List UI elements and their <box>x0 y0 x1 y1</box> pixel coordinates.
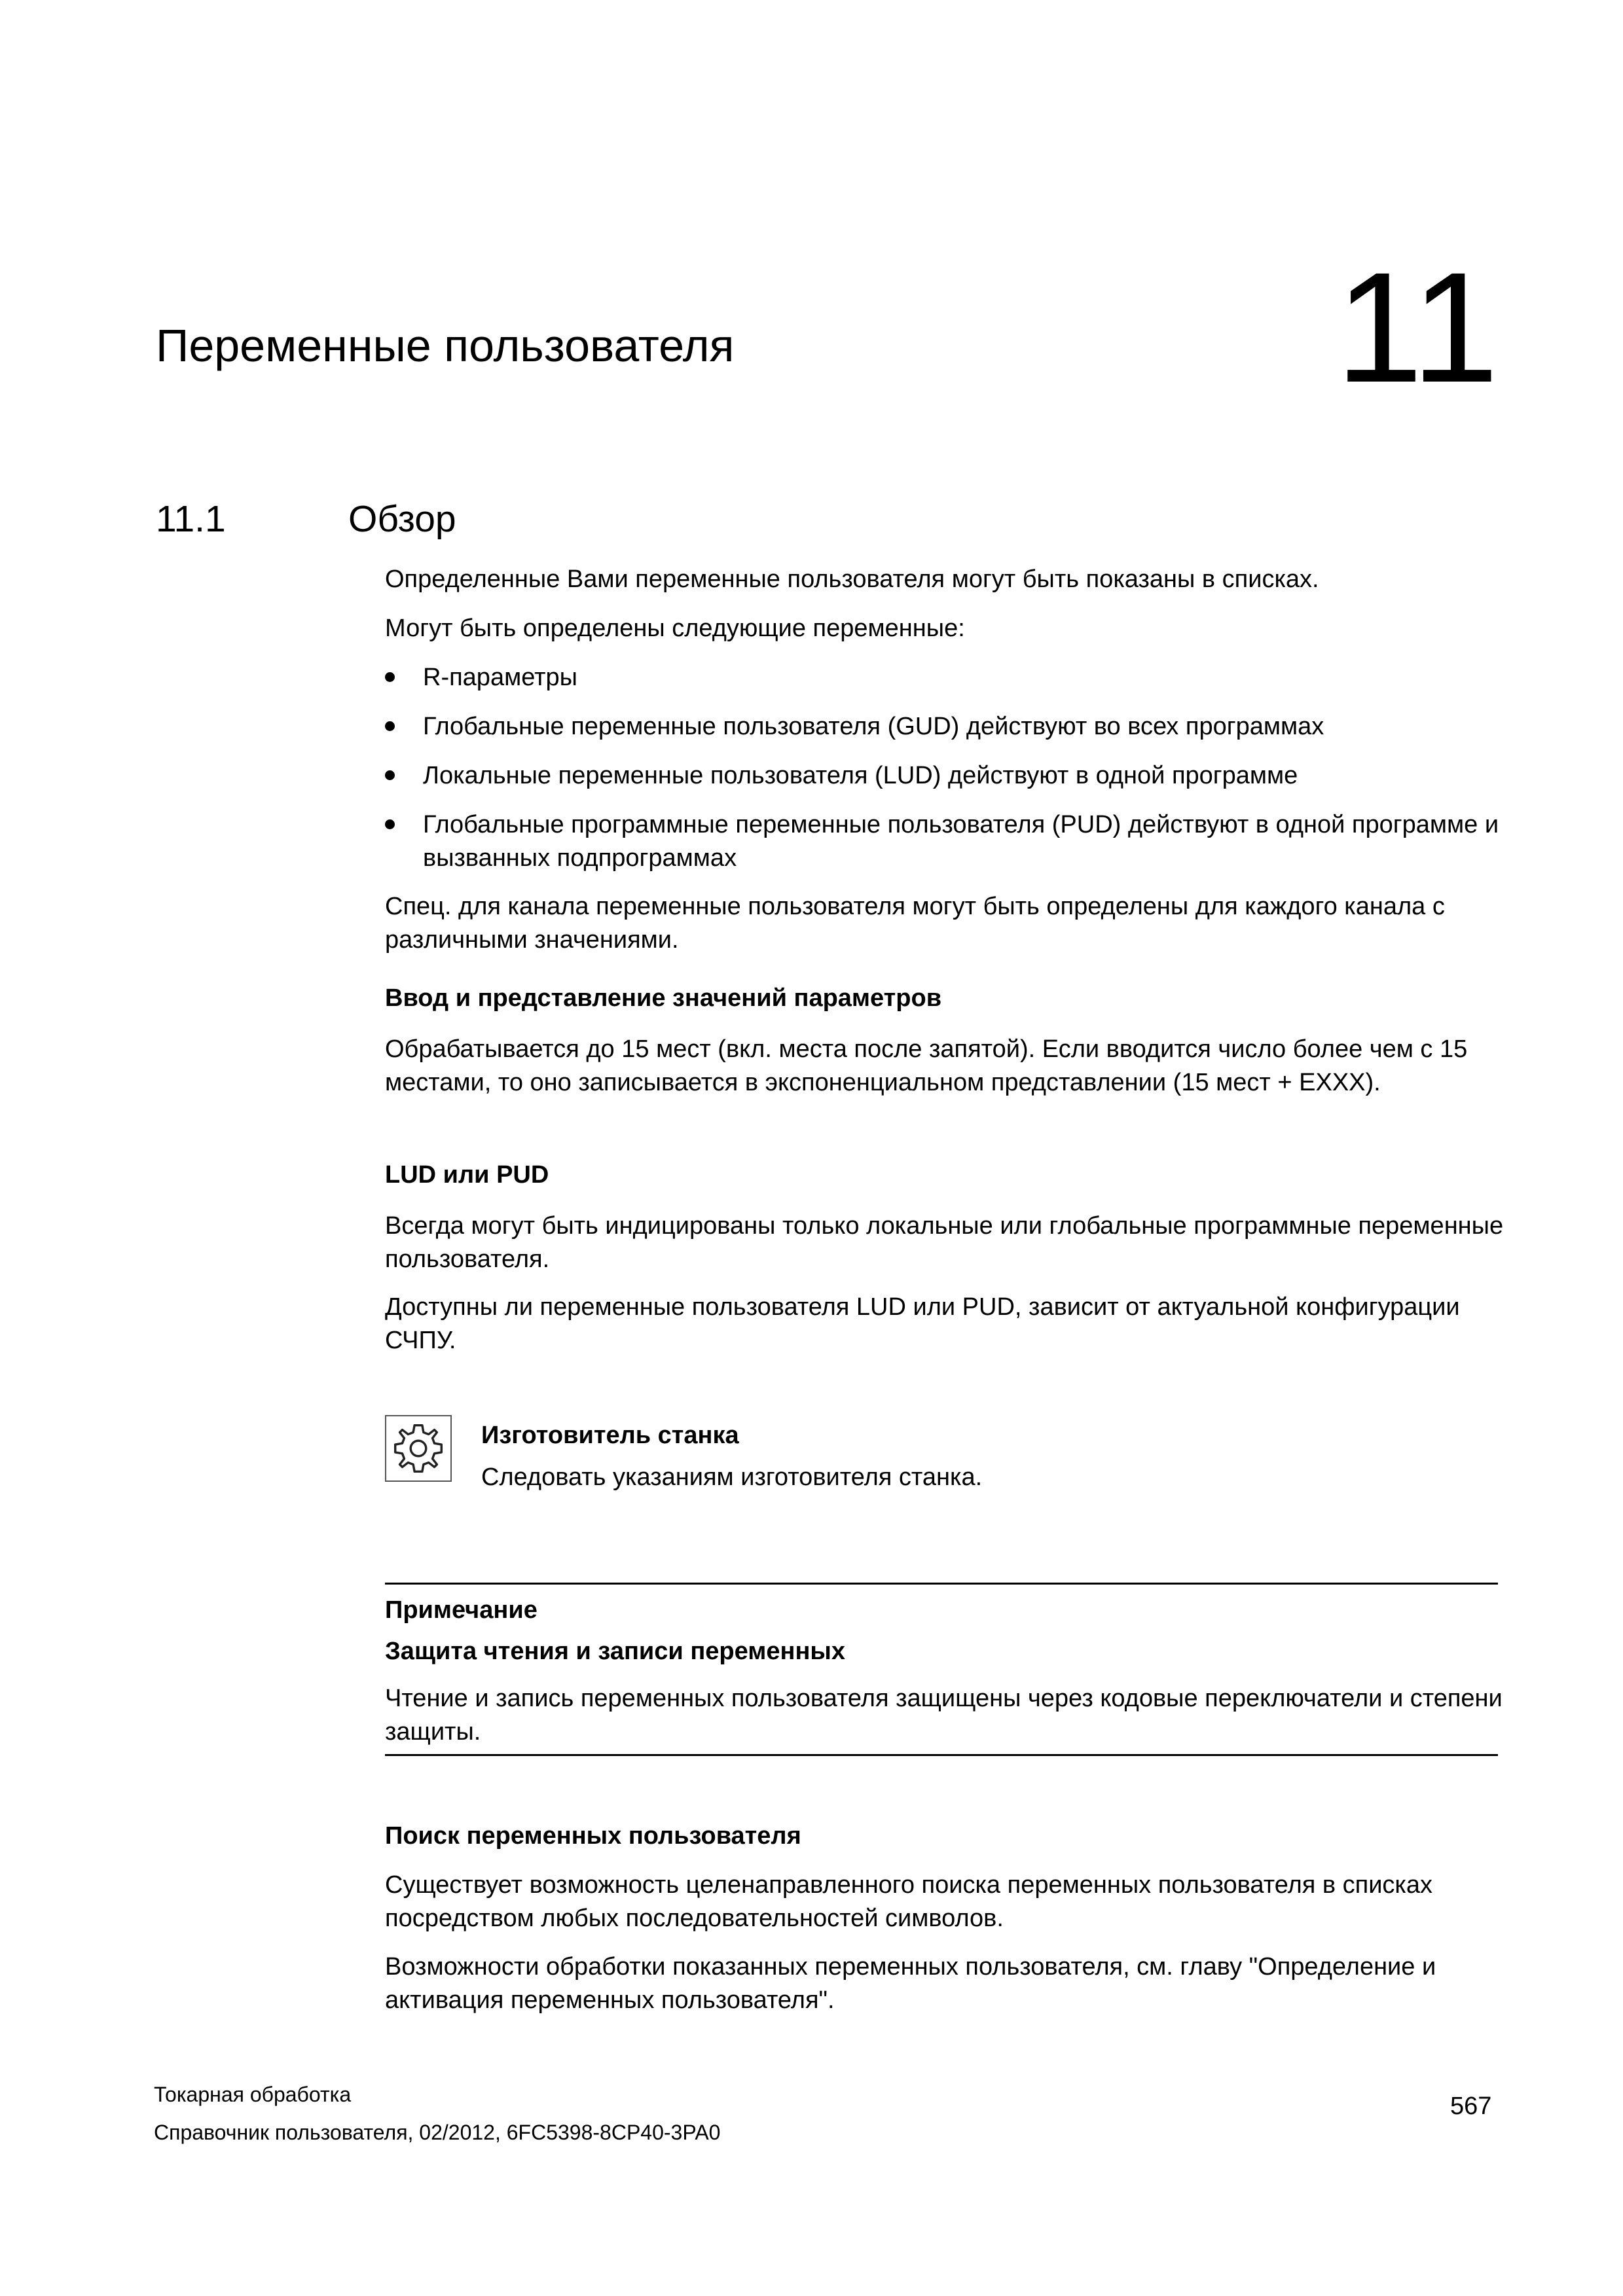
lud-pud-paragraph-2: Доступны ли переменные пользователя LUD или PUD, зависит от актуальной конфигурации СЧПУ. <box>385 1293 1460 1354</box>
bullet-dot-icon <box>385 819 395 829</box>
section-title: Обзор <box>348 498 456 540</box>
page-number: 567 <box>1450 2092 1492 2120</box>
channel-paragraph: Спец. для канала переменные пользователя могут быть определены для каждого канала с различными значениями. <box>385 893 1445 954</box>
lud-pud-paragraph-1: Всегда могут быть индицированы только локальные или глобальные программные переменные пользователя. <box>385 1212 1504 1273</box>
note-bottom-rule <box>385 1754 1498 1756</box>
footer-line-2: Справочник пользователя, 02/2012, 6FC5398-8CP40-3PA0 <box>154 2121 721 2144</box>
note-top-rule <box>385 1583 1498 1585</box>
intro-paragraph-2: Могут быть определены следующие переменные: <box>385 615 965 642</box>
search-heading: Поиск переменных пользователя <box>385 1822 801 1850</box>
chapter-number: 11 <box>1336 240 1499 415</box>
note-text: Чтение и запись переменных пользователя защищены через кодовые переключатели и степени защиты. <box>385 1685 1503 1746</box>
input-section-text: Обрабатывается до 15 мест (вкл. места после запятой). Если вводится число более чем с 15 местами, то оно записывается в экспоненциальном представлении (15 мест + EXXX). <box>385 1035 1468 1096</box>
intro-paragraph-1: Определенные Вами переменные пользователя могут быть показаны в списках. <box>385 565 1319 593</box>
input-section-heading: Ввод и представление значений параметров <box>385 984 942 1012</box>
manufacturer-icon-box <box>385 1415 452 1482</box>
manufacturer-heading: Изготовитель станка <box>481 1422 739 1449</box>
bullet-dot-icon <box>385 721 395 731</box>
footer-line-1: Токарная обработка <box>154 2083 352 2106</box>
note-heading: Защита чтения и записи переменных <box>385 1638 845 1665</box>
search-paragraph-1: Существует возможность целенаправленного поиска переменных пользователя в списках посредством любых последовательностей символов. <box>385 1871 1433 1932</box>
section-number: 11.1 <box>156 498 226 540</box>
gear-icon <box>386 1416 450 1480</box>
bullet-dot-icon <box>385 672 395 682</box>
chapter-title: Переменные пользователя <box>156 320 735 371</box>
bullet-dot-icon <box>385 770 395 780</box>
note-label: Примечание <box>385 1596 538 1624</box>
lud-pud-heading: LUD или PUD <box>385 1161 549 1189</box>
manufacturer-text: Следовать указаниям изготовителя станка. <box>481 1463 983 1491</box>
search-paragraph-2: Возможности обработки показанных переменных пользователя, см. главу "Определение и активация переменных пользователя". <box>385 1953 1436 2014</box>
